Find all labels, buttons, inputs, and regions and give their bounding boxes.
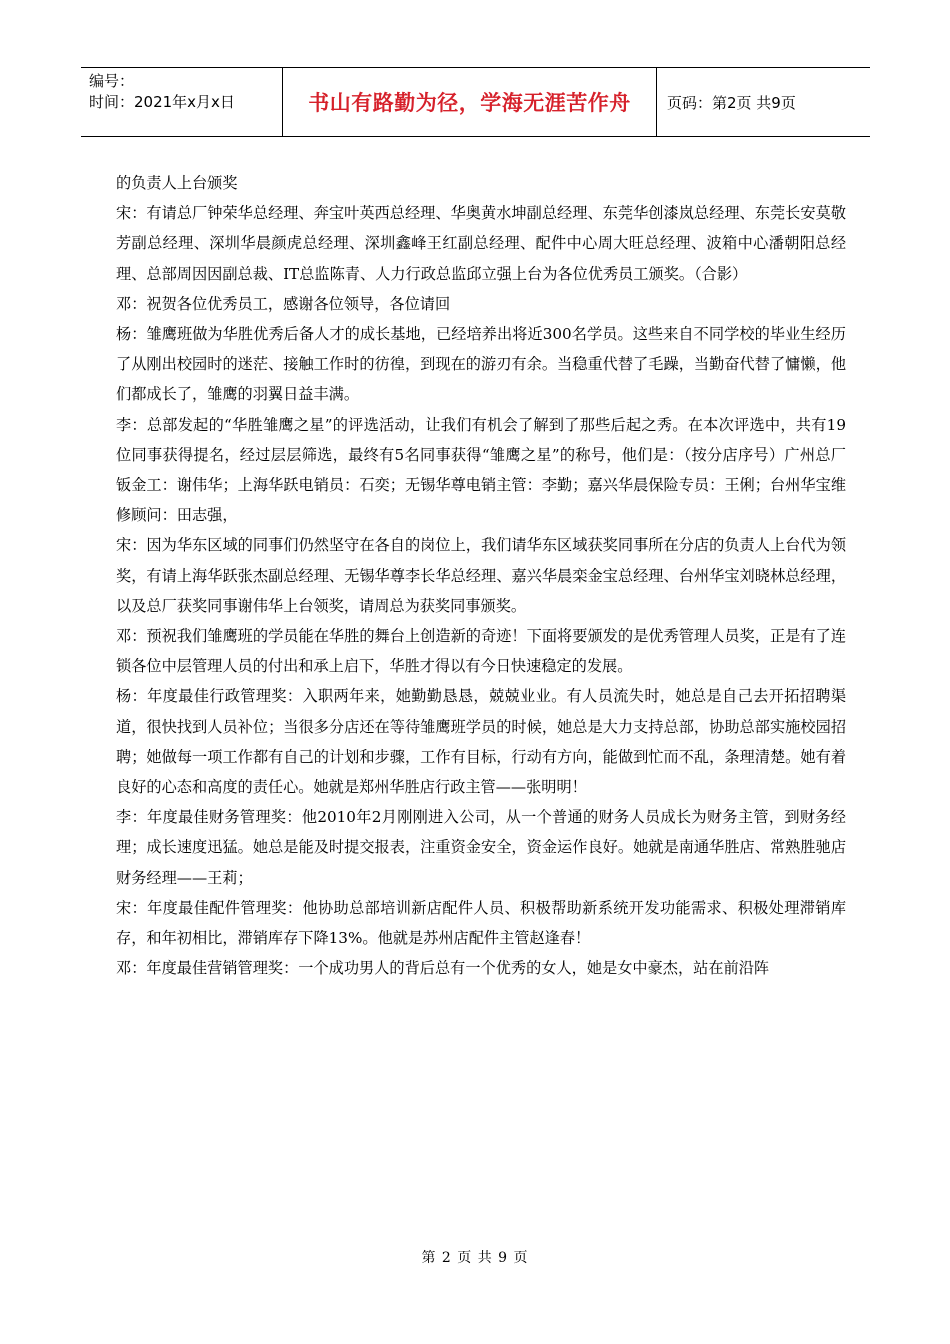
paragraph: 李：总部发起的“华胜雏鹰之星”的评选活动，让我们有机会了解到了那些后起之秀。在本次评选中，共有19位同事获得提名，经过层层筛选，最终有5名同事获得“雏鹰之星”的称号，他们是：（按分店序号）广州总厂钣金工：谢伟华；上海华跃电销员：石奕；无锡华尊电销主管：李勤；嘉兴华晨保险专员：王俐；台州华宝维修顾问：田志强，	[116, 415, 846, 525]
paragraph: 杨：年度最佳行政管理奖：入职两年来，她勤勤恳恳，兢兢业业。有人员流失时，她总是自己去开拓招聘渠道，很快找到人员补位；当很多分店还在等待雏鹰班学员的时候，她总是大力支持总部，协助总部实施校园招聘；她做每一项工作都有自己的计划和步骤，工作有目标，行动有方向，能做到忙而不乱，条理清楚。她有着良好的心态和高度的责任心。她就是郑州华胜店行政主管——张明明！	[116, 687, 846, 797]
paragraph: 宋：有请总厂钟荣华总经理、奔宝叶英西总经理、华奥黄水坤副总经理、东莞华创漆岚总经理、东莞长安莫敬芳副总经理、深圳华晨颜虎总经理、深圳鑫峰王红副总经理、配件中心周大旺总经理、波箱中心潘朝阳总经理、总部周因因副总裁、IT总监陈青、人力行政总监邱立强上台为各位优秀员工颁奖。（合影）	[116, 204, 846, 283]
header-motto: 书山有路勤为径，学海无涯苦作舟	[283, 68, 657, 136]
paragraph: 邓：预祝我们雏鹰班的学员能在华胜的舞台上创造新的奇迹！下面将要颁发的是优秀管理人员奖，正是有了连锁各位中层管理人员的付出和承上启下，华胜才得以有今日快速稳定的发展。	[116, 627, 846, 676]
paragraph: 邓：祝贺各位优秀员工，感谢各位领导，各位请回	[116, 294, 451, 313]
paragraph: 宋：因为华东区域的同事们仍然坚守在各自的岗位上，我们请华东区域获奖同事所在分店的负责人上台代为领奖，有请上海华跃张杰副总经理、无锡华尊李长华总经理、嘉兴华晨栾金宝总经理、台州华宝刘晓林总经理，以及总厂获奖同事谢伟华上台领奖，请周总为获奖同事颁奖。	[116, 536, 846, 615]
time-label: 时间：2021年x月x日	[89, 93, 235, 111]
paragraph: 李：年度最佳财务管理奖：他2010年2月刚刚进入公司，从一个普通的财务人员成长为财务主管，到财务经理；成长速度迅猛。她总是能及时提交报表，注重资金安全，资金运作良好。她就是南通华胜店、常熟胜驰店财务经理——王莉；	[116, 808, 846, 887]
document-body	[116, 168, 846, 983]
header-meta	[81, 68, 283, 136]
paragraph: 邓：年度最佳营销管理奖：一个成功男人的背后总有一个优秀的女人，她是女中豪杰，站在前沿阵	[116, 959, 770, 978]
header-page-info: 页码：第2页 共9页	[667, 93, 796, 112]
page-footer: 第 2 页 共 9 页	[421, 1250, 529, 1266]
number-label: 编号：	[89, 72, 135, 90]
paragraph: 杨：雏鹰班做为华胜优秀后备人才的成长基地，已经培养出将近300名学员。这些来自不同学校的毕业生经历了从刚出校园时的迷茫、接触工作时的彷徨，到现在的游刃有余。当稳重代替了毛躁，当勤奋代替了慵懒，他们都成长了，雏鹰的羽翼日益丰满。	[116, 325, 846, 404]
paragraph: 宋：年度最佳配件管理奖：他协助总部培训新店配件人员、积极帮助新系统开发功能需求、积极处理滞销库存，和年初相比，滞销库存下降13%。他就是苏州店配件主管赵逢春！	[116, 898, 846, 948]
paragraph: 的负责人上台颁奖	[116, 174, 238, 192]
page-header	[81, 67, 870, 137]
